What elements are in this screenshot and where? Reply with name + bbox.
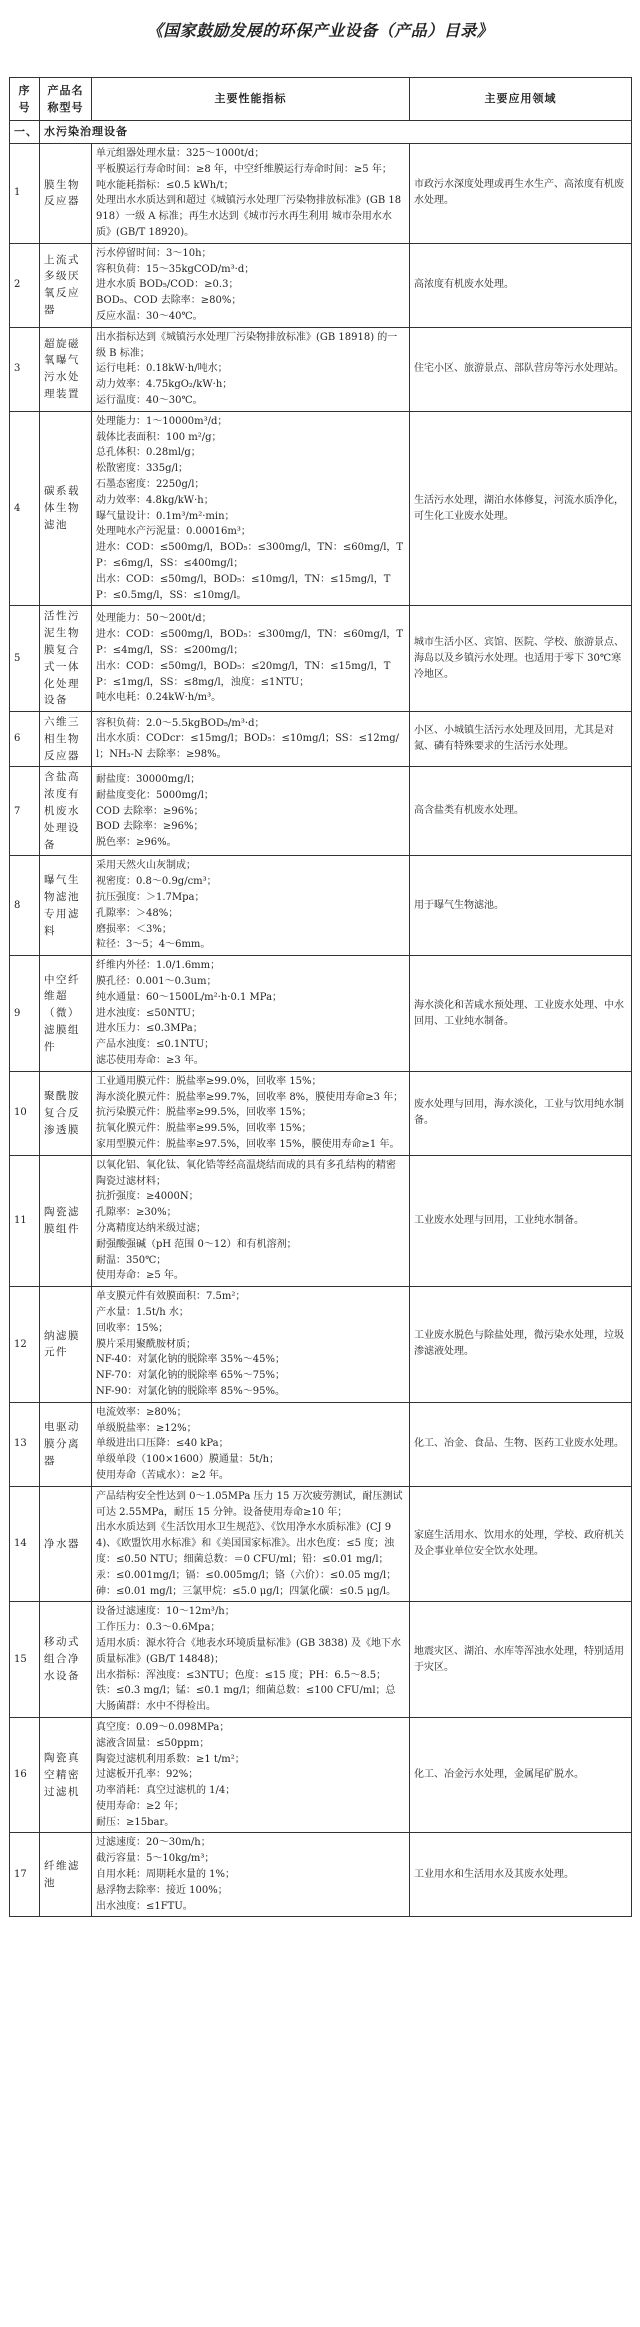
row-number: 14 <box>10 1486 40 1602</box>
table-row <box>10 1833 632 1917</box>
spec-line: 脱色率：≥96%。 <box>96 837 177 849</box>
spec-line: 出水浊度：≤1FTU。 <box>96 1900 193 1912</box>
row-number: 10 <box>10 1071 40 1155</box>
product-name: 六维三相生物反应器 <box>40 712 92 767</box>
application-field: 化工、冶金污水处理，金属尾矿脱水。 <box>410 1717 632 1833</box>
header-app: 主要应用领域 <box>410 78 632 121</box>
table-row <box>10 1287 632 1403</box>
spec-line: 耐盐度变化：5000mg/l； <box>96 789 214 801</box>
table-row <box>10 856 632 956</box>
spec-line: 家用型膜元件：脱盐率≥97.5%，回收率 15%，膜使用寿命≥1 年。 <box>96 1139 400 1151</box>
spec-line: 出水水质达到《生活饮用水卫生规范》、《饮用净水水质标准》(CJ 94)、《欧盟饮用水标准》和《美国国家标准》。出水色度：≤5 度；浊度：≤0.50 NTU；细菌总数：＝0 CFU/ml；铅：≤0.01 mg/l；汞：≤0.001mg/l；镉：≤0.005mg/l；铬（六价）：≤0.05 mg/l；砷：≤0.01 mg/l；三氯甲烷：≤5.0 μg/l；四氯化碳：≤0.5 μg/l。 <box>96 1522 397 1597</box>
spec-line: 孔隙率：＞48%； <box>96 907 179 919</box>
spec-line: 纤维内外径：1.0/1.6mm； <box>96 960 221 972</box>
section-no: 一、 <box>10 121 40 144</box>
performance-specs <box>92 956 410 1072</box>
performance-specs <box>92 1602 410 1718</box>
application-field: 工业废水处理与回用，工业纯水制备。 <box>410 1155 632 1286</box>
spec-line: 进水浊度：≤50NTU； <box>96 1007 201 1019</box>
spec-line: 容积负荷：15～35kgCOD/m³·d； <box>96 263 255 275</box>
performance-specs <box>92 606 410 712</box>
product-name: 上流式多级厌氧反应器 <box>40 243 92 327</box>
spec-line: 进水水质 BOD₅/COD：≥0.3； <box>96 279 239 291</box>
spec-line: 视密度：0.8～0.9g/cm³； <box>96 876 217 888</box>
spec-line: 产水量：1.5t/h 水； <box>96 1306 189 1318</box>
performance-specs <box>92 1402 410 1486</box>
spec-line: 单级脱盐率：≥12%； <box>96 1422 197 1434</box>
section-title: 水污染治理设备 <box>40 121 632 144</box>
spec-line: 动力效率：4.75kgO₂/kW·h； <box>96 379 233 391</box>
performance-specs <box>92 1287 410 1403</box>
product-name: 净水器 <box>40 1486 92 1602</box>
product-name: 陶瓷真空精密过滤机 <box>40 1717 92 1833</box>
performance-specs <box>92 1071 410 1155</box>
application-field: 海水淡化和苦咸水预处理、工业废水处理、中水回用、工业纯水制备。 <box>410 956 632 1072</box>
table-row <box>10 1071 632 1155</box>
spec-line: 自用水耗：周期耗水量的 1%； <box>96 1869 236 1881</box>
spec-line: 反应水温：30～40℃。 <box>96 310 203 322</box>
spec-line: 粒径：3～5；4～6mm。 <box>96 939 211 951</box>
row-number: 2 <box>10 243 40 327</box>
application-field: 化工、冶金、食品、生物、医药工业废水处理。 <box>410 1402 632 1486</box>
performance-specs <box>92 767 410 856</box>
product-name: 含盐高浓度有机废水处理设备 <box>40 767 92 856</box>
spec-line: 出水：COD：≤50mg/l，BOD₅：≤10mg/l，TN：≤15mg/l，TP：≤0.5mg/l，SS：≤10mg/l。 <box>96 573 391 601</box>
spec-line: 进水：COD：≤500mg/l，BOD₅：≤300mg/l，TN：≤60mg/l，TP：≤4mg/l，SS：≤200mg/l； <box>96 629 404 656</box>
spec-line: 松散密度：335g/l； <box>96 463 189 475</box>
spec-line: 滤芯使用寿命：≥3 年。 <box>96 1055 204 1067</box>
row-number: 6 <box>10 712 40 767</box>
table-row <box>10 327 632 411</box>
header-no: 序号 <box>10 78 40 121</box>
spec-line: 处理能力：50～200t/d； <box>96 613 212 625</box>
table-row <box>10 606 632 712</box>
product-name: 曝气生物滤池专用滤料 <box>40 856 92 956</box>
row-number: 8 <box>10 856 40 956</box>
product-name: 陶瓷滤膜组件 <box>40 1155 92 1286</box>
application-field: 高含盐类有机废水处理。 <box>410 767 632 856</box>
product-name: 电驱动膜分离器 <box>40 1402 92 1486</box>
spec-line: 使用寿命：≥5 年。 <box>96 1270 184 1282</box>
application-field: 废水处理与回用，海水淡化，工业与饮用纯水制备。 <box>410 1071 632 1155</box>
row-number: 13 <box>10 1402 40 1486</box>
spec-line: 单级单段（100×1600）膜通量：5t/h； <box>96 1454 280 1466</box>
spec-line: 工业通用膜元件：脱盐率≥99.0%，回收率 15%； <box>96 1075 322 1087</box>
spec-line: 出水指标：浑浊度：≤3NTU；色度：≤15 度；PH：6.5～8.5；铁：≤0.3 mg/l；锰：≤0.1 mg/l；细菌总数：≤100 CFU/ml；总大肠菌群：水中不得检出。 <box>96 1669 396 1713</box>
product-name: 中空纤维超（微）滤膜组件 <box>40 956 92 1072</box>
table-row <box>10 144 632 244</box>
spec-line: 抗折强度：≥4000N； <box>96 1191 199 1203</box>
spec-line: 过滤速度：20～30m/h； <box>96 1837 211 1849</box>
table-row <box>10 1717 632 1833</box>
spec-line: 总孔体积：0.28ml/g； <box>96 447 201 459</box>
spec-line: 纯水通量：60～1500L/m²·h·0.1 MPa； <box>96 991 283 1003</box>
row-number: 9 <box>10 956 40 1072</box>
application-field: 小区、小城镇生活污水处理及回用，尤其是对氮、磷有特殊要求的生活污水处理。 <box>410 712 632 767</box>
product-name: 膜生物反应器 <box>40 144 92 244</box>
table-row <box>10 956 632 1072</box>
spec-line: 电流效率：≥80%； <box>96 1406 187 1418</box>
spec-line: 进水：COD：≤500mg/l，BOD₅：≤300mg/l，TN：≤60mg/l，TP：≤6mg/l，SS：≤400mg/l； <box>96 542 404 569</box>
spec-line: 使用寿命：≥2 年； <box>96 1800 184 1812</box>
performance-specs <box>92 144 410 244</box>
product-name: 纤维滤池 <box>40 1833 92 1917</box>
product-name: 移动式组合净水设备 <box>40 1602 92 1718</box>
row-number: 3 <box>10 327 40 411</box>
table-row <box>10 243 632 327</box>
spec-line: 耐强酸强碱（pH 范围 0～12）和有机溶剂； <box>96 1238 297 1250</box>
application-field: 住宅小区、旅游景点、部队营房等污水处理站。 <box>410 327 632 411</box>
spec-line: 回收率：15%； <box>96 1322 169 1334</box>
spec-line: 平板膜运行寿命时间：≥8 年，中空纤维膜运行寿命时间：≥5 年； <box>96 163 392 175</box>
table-row <box>10 767 632 856</box>
spec-line: 抗压强度：＞1.7Mpa； <box>96 892 205 904</box>
performance-specs <box>92 856 410 956</box>
spec-line: 动力效率：4.8kg/kW·h； <box>96 494 214 506</box>
table-row <box>10 1155 632 1286</box>
spec-line: 吨水能耗指标：≤0.5 kWh/t； <box>96 179 234 191</box>
header-name: 产品名称型号 <box>40 78 92 121</box>
performance-specs <box>92 712 410 767</box>
row-number: 4 <box>10 411 40 606</box>
spec-line: 陶瓷过滤机利用系数：≥1 t/m²； <box>96 1753 245 1765</box>
application-field: 家庭生活用水、饮用水的处理，学校、政府机关及企事业单位安全饮水处理。 <box>410 1486 632 1602</box>
row-number: 12 <box>10 1287 40 1403</box>
spec-line: 采用天然火山灰制成； <box>96 860 196 872</box>
performance-specs <box>92 1155 410 1286</box>
spec-line: 膜孔径：0.001～0.3um； <box>96 976 217 988</box>
spec-line: NF-40：对氯化钠的脱除率 35%～45%； <box>96 1354 285 1366</box>
spec-line: 载体比表面积：100 m²/g； <box>96 431 222 443</box>
table-row <box>10 411 632 606</box>
document-title: 《国家鼓励发展的环保产业设备（产品）目录》 <box>146 21 494 40</box>
spec-line: 海水淡化膜元件：脱盐率≥99.7%，回收率 8%，膜使用寿命≥3 年； <box>96 1091 404 1103</box>
application-field: 工业废水脱色与除盐处理，微污染水处理，垃圾渗滤液处理。 <box>410 1287 632 1403</box>
table-row <box>10 712 632 767</box>
spec-line: 运行电耗：0.18kW·h/吨水； <box>96 363 228 375</box>
spec-line: 进水压力：≤0.3MPa； <box>96 1023 203 1035</box>
spec-line: 过滤板开孔率：92%； <box>96 1769 199 1781</box>
spec-line: 处理能力：1～10000m³/d； <box>96 415 228 427</box>
spec-line: 滤液含固量：≤50ppm； <box>96 1737 210 1749</box>
spec-line: BOD 去除率：≥96%； <box>96 821 204 833</box>
spec-line: 出水指标达到《城镇污水处理厂污染物排放标准》(GB 18918) 的一级 B 标准； <box>96 331 398 359</box>
application-field: 市政污水深度处理或再生水生产、高浓度有机废水处理。 <box>410 144 632 244</box>
row-number: 7 <box>10 767 40 856</box>
row-number: 5 <box>10 606 40 712</box>
section-row <box>10 121 632 144</box>
spec-line: BOD₅、COD 去除率：≥80%； <box>96 295 242 307</box>
product-name: 超旋磁氧曝气污水处理装置 <box>40 327 92 411</box>
spec-line: 污水停留时间：3～10h； <box>96 247 212 259</box>
spec-line: 使用寿命（苦咸水）：≥2 年。 <box>96 1469 229 1481</box>
row-number: 11 <box>10 1155 40 1286</box>
spec-line: 产品结构安全性达到 0～1.05MPa 压力 15 万次疲劳测试，耐压测试可达 2.55MPa，耐压 15 分钟。设备使用寿命≥10 年； <box>96 1490 403 1518</box>
spec-line: 耐温：350℃； <box>96 1254 167 1266</box>
table-row <box>10 1402 632 1486</box>
performance-specs <box>92 243 410 327</box>
spec-line: 产品水浊度：≤0.1NTU； <box>96 1039 215 1051</box>
spec-line: 适用水质：源水符合《地表水环境质量标准》(GB 3838) 及《地下水质量标准》(GB/T 14848)； <box>96 1637 401 1665</box>
application-field: 生活污水处理，湖泊水体修复，河流水质净化，可生化工业废水处理。 <box>410 411 632 606</box>
application-field: 城市生活小区、宾馆、医院、学校、旅游景点、海岛以及乡镇污水处理。也适用于零下 30℃寒冷地区。 <box>410 606 632 712</box>
spec-line: COD 去除率：≥96%； <box>96 805 204 817</box>
spec-line: 处理吨水产污泥量：0.00016m³； <box>96 526 251 538</box>
spec-line: 功率消耗：真空过滤机的 1/4； <box>96 1785 236 1797</box>
spec-line: 截污容量：5～10kg/m³； <box>96 1853 215 1865</box>
spec-line: 石墨态密度：2250g/l； <box>96 478 205 490</box>
product-name: 活性污泥生物膜复合式一体化处理设备 <box>40 606 92 712</box>
table-row <box>10 1486 632 1602</box>
spec-line: 工作压力：0.3～0.6Mpa； <box>96 1622 221 1634</box>
spec-line: 出水水质：CODcr：≤15mg/l；BOD₅：≤10mg/l；SS：≤12mg/l；NH₃-N 去除率：≥98%。 <box>96 733 399 761</box>
spec-line: 分离精度达纳米级过滤； <box>96 1223 206 1234</box>
spec-line: 膜片采用聚酰胺材质； <box>96 1338 196 1350</box>
spec-line: 磨损率：＜3%； <box>96 923 172 935</box>
spec-line: 设备过滤速度：10～12m³/h； <box>96 1606 235 1618</box>
spec-line: 抗氧化膜元件：脱盐率≥99.5%，回收率 15%； <box>96 1123 312 1135</box>
spec-line: 容积负荷：2.0～5.5kgBOD₅/m³·d； <box>96 717 265 729</box>
spec-line: 单级进出口压降：≤40 kPa； <box>96 1438 229 1450</box>
spec-line: 出水：COD：≤50mg/l，BOD₅：≤20mg/l，TN：≤15mg/l，TP：≤1mg/l，SS：≤8mg/l，浊度：≤1NTU； <box>96 660 391 688</box>
application-field: 用于曝气生物滤池。 <box>410 856 632 956</box>
row-number: 15 <box>10 1602 40 1718</box>
performance-specs <box>92 1717 410 1833</box>
performance-specs <box>92 1486 410 1602</box>
row-number: 16 <box>10 1717 40 1833</box>
product-name: 聚酰胺复合反渗透膜 <box>40 1071 92 1155</box>
spec-line: 单支膜元件有效膜面积：7.5m²； <box>96 1291 246 1303</box>
spec-line: 耐盐度：30000mg/l； <box>96 773 201 785</box>
spec-line: 曝气量设计：0.1m³/m²·min； <box>96 510 235 522</box>
spec-line: 悬浮物去除率：接近 100%； <box>96 1884 228 1896</box>
application-field: 工业用水和生活用水及其废水处理。 <box>410 1833 632 1917</box>
row-number: 17 <box>10 1833 40 1917</box>
performance-specs <box>92 411 410 606</box>
spec-line: 单元组器处理水量：325～1000t/d； <box>96 148 265 159</box>
spec-line: 以氧化铝、氧化钛、氧化锆等经高温烧结而成的具有多孔结构的精密陶瓷过滤材料； <box>96 1159 396 1187</box>
row-number: 1 <box>10 144 40 244</box>
spec-line: 真空度：0.09～0.098MPa； <box>96 1721 230 1733</box>
product-name: 碳系载体生物滤池 <box>40 411 92 606</box>
spec-line: 抗污染膜元件：脱盐率≥99.5%，回收率 15%； <box>96 1107 312 1119</box>
spec-line: 运行温度：40～30℃。 <box>96 394 203 406</box>
spec-line: NF-90：对氯化钠的脱除率 85%～95%。 <box>96 1385 285 1397</box>
header-row <box>10 78 632 121</box>
spec-line: 孔隙率：≥30%； <box>96 1207 177 1219</box>
performance-specs <box>92 327 410 411</box>
spec-line: NF-70：对氯化钠的脱除率 65%～75%； <box>96 1370 285 1382</box>
application-field: 地震灾区、湖泊、水库等浑浊水处理，特别适用于灾区。 <box>410 1602 632 1718</box>
spec-line: 吨水电耗：0.24kW·h/m³。 <box>96 692 222 704</box>
header-spec: 主要性能指标 <box>92 78 410 121</box>
application-field: 高浓度有机废水处理。 <box>410 243 632 327</box>
catalog-table <box>9 77 632 1917</box>
spec-line: 处理出水水质达到和超过《城镇污水处理厂污染物排放标准》(GB 18918）一级 A 标准；再生水达到《城市污水再生利用 城市杂用水水质》(GB/T 18920)。 <box>96 195 402 238</box>
spec-line: 耐压：≥15bar。 <box>96 1816 175 1828</box>
product-name: 纳滤膜元件 <box>40 1287 92 1403</box>
performance-specs <box>92 1833 410 1917</box>
table-row <box>10 1602 632 1718</box>
